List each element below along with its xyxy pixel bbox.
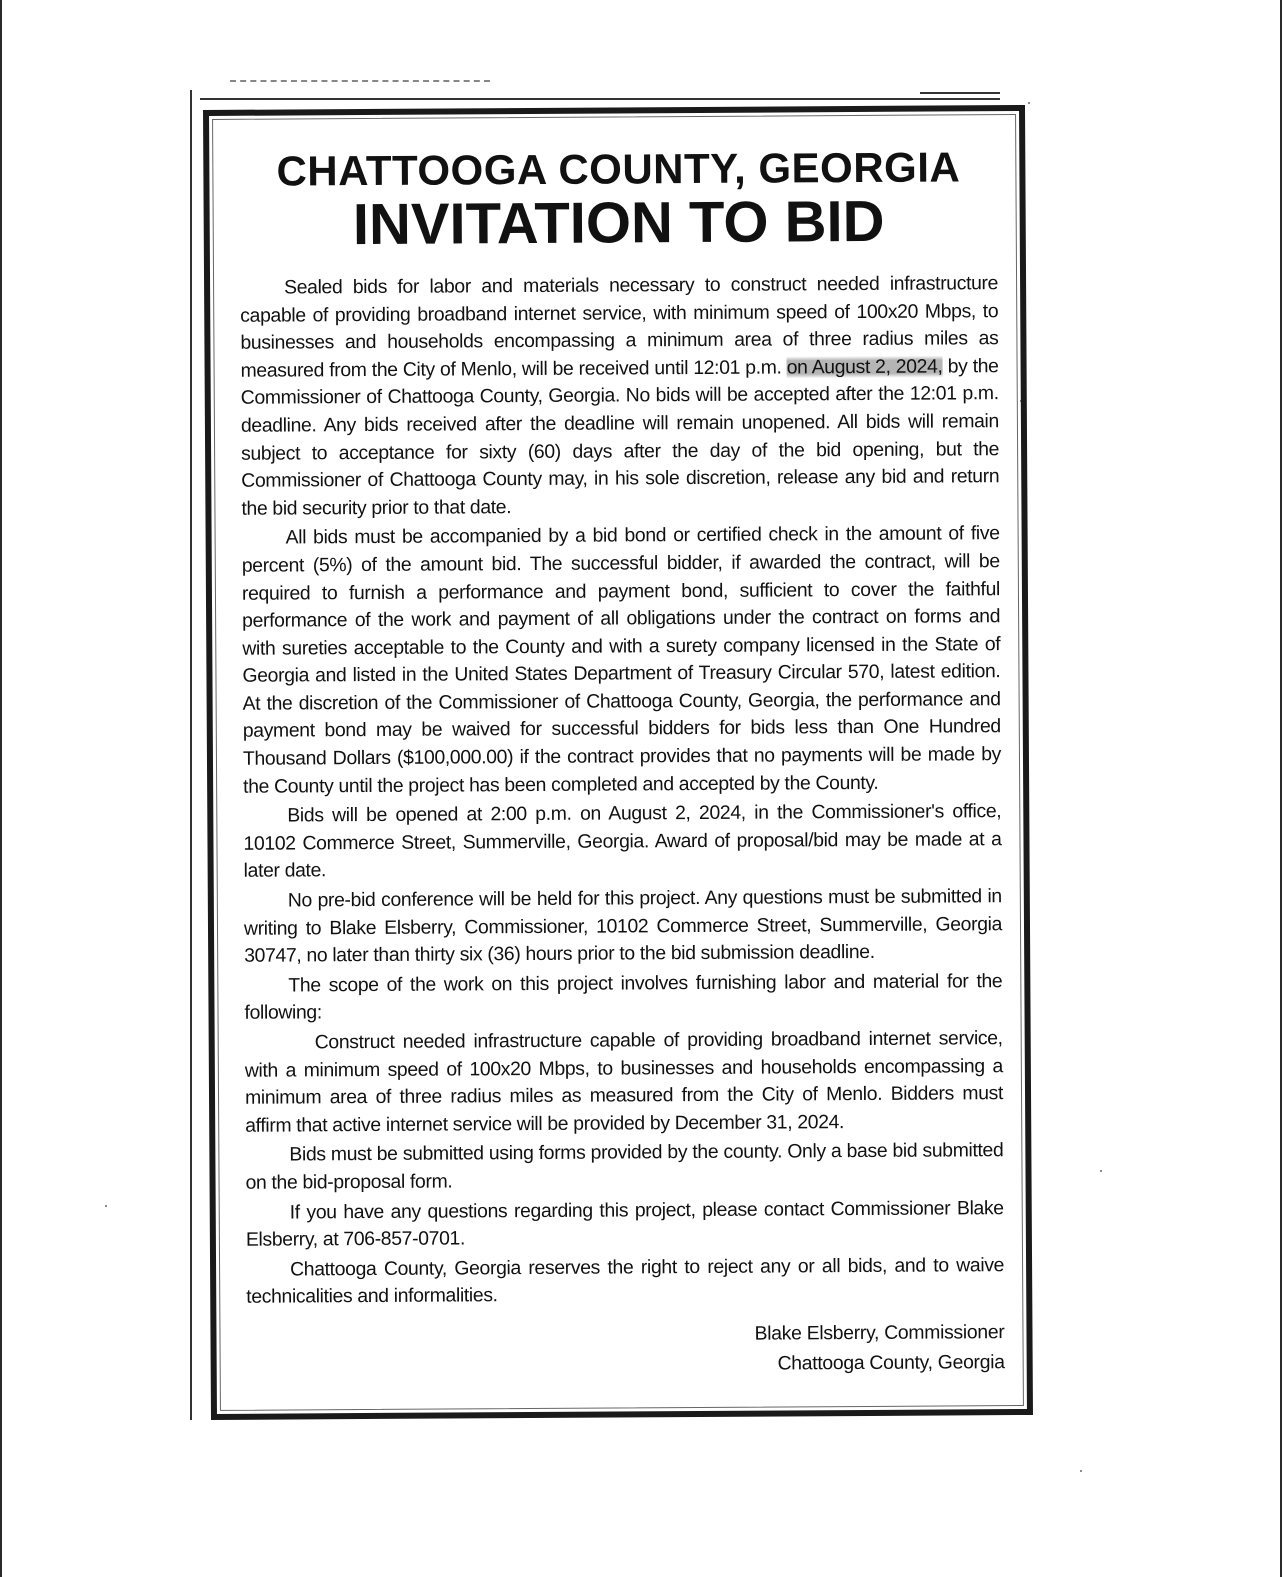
- column-top-rule-short: [920, 92, 1000, 94]
- paragraph-sealed-bids: [240, 270, 1000, 523]
- paragraph-pre-bid-conference: No pre-bid conference will be held for this project. Any questions must be submitted in writing to Blake Elsberry, Commissioner, 10102 Commerce Street, Summerville, Georgia 30747, no later than thirty six (36) hours prior to the bid submission deadline.: [243, 885, 1003, 967]
- scan-left-edge: [0, 0, 2, 1577]
- column-top-rule: [200, 98, 1000, 100]
- paragraph-bid-bond: All bids must be accompanied by a bid bond or certified check in the amount of five percent (5%) of the amount bid. The successful bidder, if awarded the contract, will be required to furnish a performance and payment bond, sufficient to cover the faithful performance of the work and payment of all obligations under the contract on forms and with sureties acceptable to the County and with a surety company licensed in the State of Georgia and listed in the United States Department of Treasury Circular 570, latest edition. At the discretion of the Commissioner of Chattooga County, Georgia, the performance and payment bond may be waived for successful bidders for bids less than One Hundred Thousand Dollars ($100,000.00) if the contract provides that no payments will be made by the County until the project has been completed and accepted by the County.: [241, 522, 1002, 798]
- paragraph-scope-intro: The scope of the work on this project involves furnishing labor and material for the following:: [244, 969, 1003, 1025]
- paragraph-text: by the Commissioner of Chattooga County, Georgia. No bids will be accepted after the 12:01 p.m. deadline. Any bids received after the deadline will remain unopened. All bids will remain subject to acceptance for sixty (60) days after the day of the bid opening, but the Commissioner of Chattooga County may, in his sole discretion, release any bid and return the bid security prior to that date.: [240, 354, 1000, 520]
- highlighted-date: on August 2, 2024,: [786, 355, 943, 379]
- scan-right-edge: [1280, 0, 1282, 1577]
- paragraph-bid-forms: Bids must be submitted using forms provided by the county. Only a base bid submitted on the bid-proposal form.: [245, 1139, 1004, 1194]
- paragraph-bid-opening: Bids will be opened at 2:00 p.m. on August 2, 2024, in the Commissioner's office, 10102 Commerce Street, Summerville, Georgia. Award of proposal/bid may be made at a later date.: [243, 800, 1002, 883]
- scan-speck: [1028, 102, 1030, 104]
- signature-name-title: Blake Elsberry, Commissioner: [754, 1321, 1005, 1345]
- signature-block: [246, 1317, 1004, 1382]
- notice-heading-title: INVITATION TO BID: [352, 188, 885, 258]
- legal-notice-box: [203, 105, 1033, 1420]
- notice-heading-county: CHATTOOGA COUNTY, GEORGIA: [276, 143, 961, 195]
- column-divider-line: [190, 90, 192, 1420]
- paragraph-scope-detail: Construct needed infrastructure capable of providing broadband internet service, with a minimum speed of 100x20 Mbps, to businesses and households encompassing a minimum area of three radius miles as measured from the City of Menlo. Bidders must affirm that active internet service will be provided by December 31, 2024.: [244, 1027, 1004, 1137]
- signature-organization: Chattooga County, Georgia: [777, 1351, 1005, 1375]
- notice-body: [240, 270, 1004, 1312]
- paragraph-reserve-rights: Chattooga County, Georgia reserves the right to reject any or all bids, and to waive technicalities and informalities.: [246, 1253, 1005, 1309]
- scan-speck: [1100, 1170, 1102, 1172]
- clipping-top-marks: [230, 80, 490, 88]
- scan-speck: [1080, 1470, 1082, 1472]
- paragraph-contact: If you have any questions regarding this project, please contact Commissioner Blake Elsberry, at 706-857-0701.: [245, 1196, 1004, 1251]
- paragraph-text: Sealed bids for labor and materials necessary to construct needed infrastructure capable of providing broadband internet service, with minimum speed of 100x20 Mbps, to businesses and households encompassing a minimum area of three radius miles as measured from the City of Menlo, will be received until 12:01 p.m.: [240, 272, 999, 382]
- scan-speck: [105, 1205, 107, 1207]
